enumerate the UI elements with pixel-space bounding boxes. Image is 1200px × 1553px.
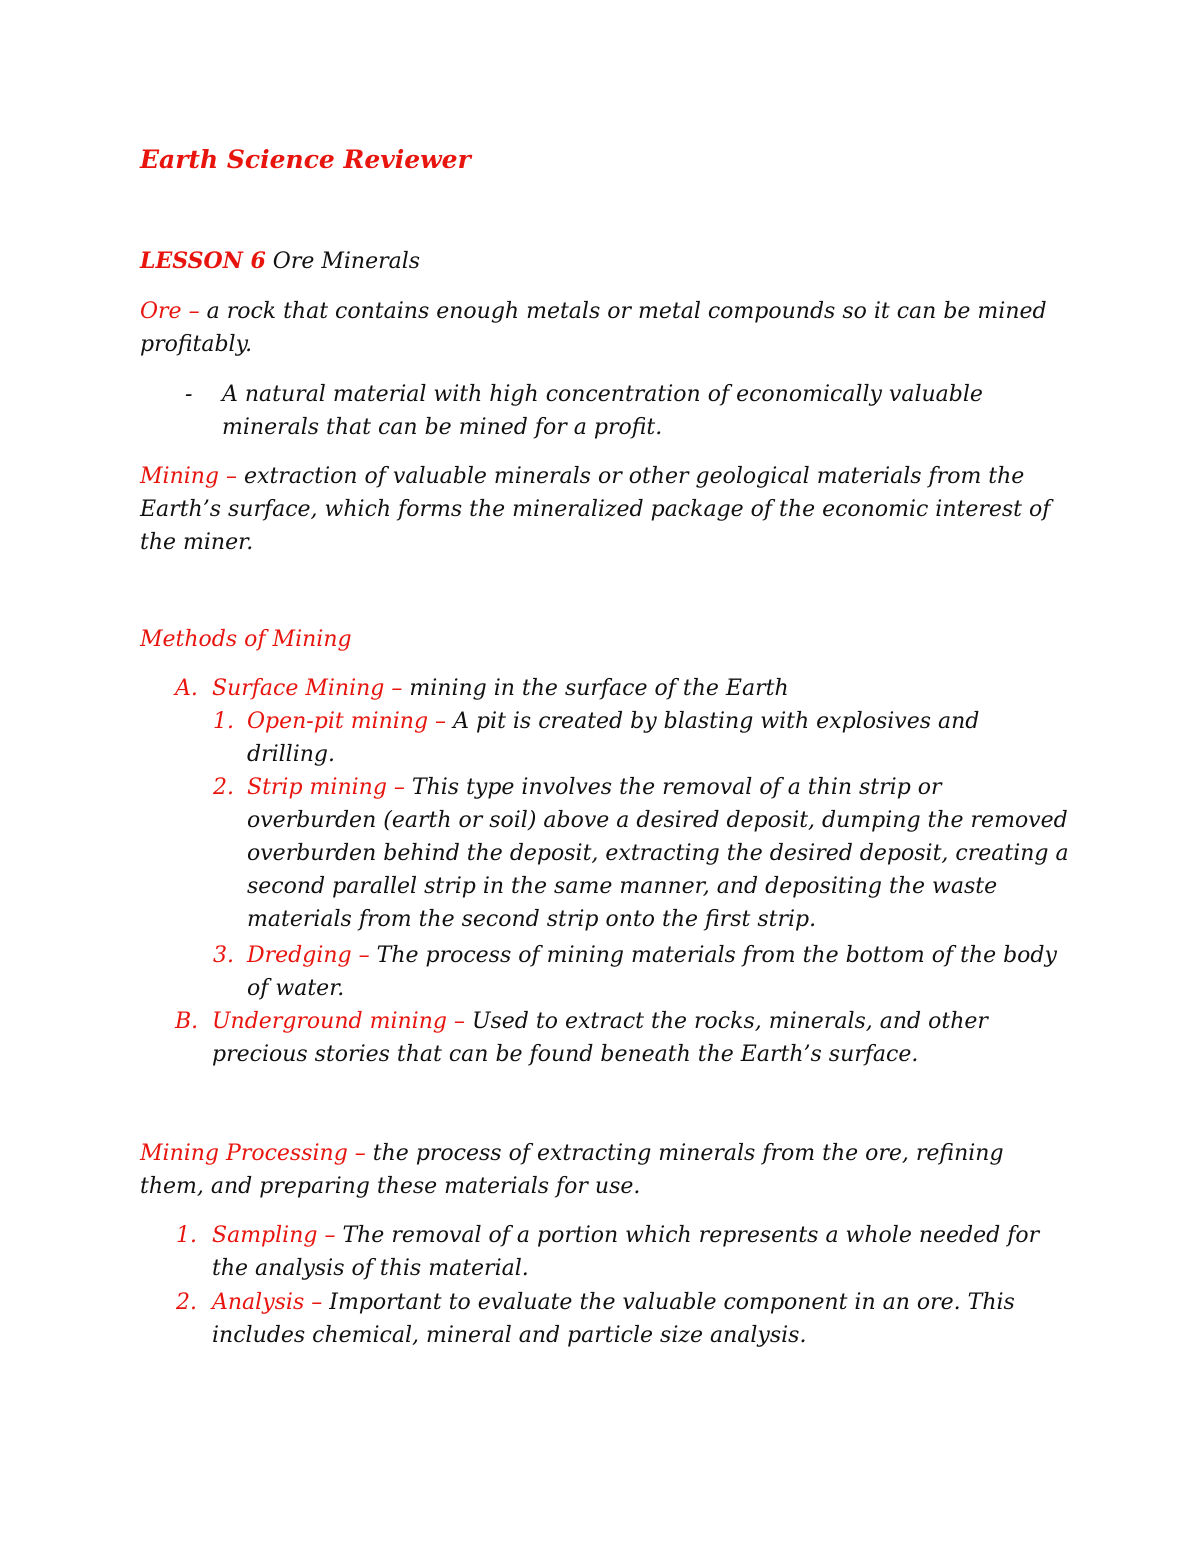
underground-mining-text: Used to extract the rocks, minerals, and other [471,1009,988,1034]
surface-mining-dash: – [384,676,410,701]
open-pit-line-1 [247,705,979,738]
surface-mining-text: mining in the surface of the Earth [409,676,789,701]
ore-text: a rock that contains enough metals or metal compounds so it can be mined [206,299,1047,324]
strip-mining-dash: – [386,775,412,800]
strip-mining-text: This type involves the removal of a thin strip or [411,775,942,800]
mining-definition-line-1 [140,460,1024,493]
surface-mining-line [212,672,789,705]
open-pit-term: Open-pit mining [247,709,429,734]
processing-line-1 [140,1137,1004,1170]
dredging-line-2: of water. [247,976,345,1001]
ore-definition-line-2: profitably. [140,332,253,357]
strip-mining-line-3: overburden behind the deposit, extracting the desired deposit, creating a [247,841,1069,866]
list-marker-1: 1. [213,709,234,734]
processing-line-2: them, and preparing these materials for use. [140,1174,641,1199]
underground-mining-term: Underground mining [212,1009,447,1034]
processing-marker-2: 2. [176,1290,197,1315]
sampling-dash: – [317,1223,343,1248]
lesson-heading [140,245,420,278]
mining-definition-line-3: the miner. [140,530,254,555]
sampling-line-2: the analysis of this material. [212,1256,529,1281]
list-marker-a: A. [175,676,198,701]
list-marker-b: B. [175,1009,199,1034]
lesson-topic: Ore Minerals [272,249,421,274]
underground-mining-dash: – [446,1009,472,1034]
open-pit-dash: – [428,709,454,734]
strip-mining-line-4: second parallel strip in the same manner, and depositing the waste [247,874,998,899]
list-marker-3: 3. [213,943,234,968]
mining-dash: – [219,464,245,489]
bullet-marker: - [185,382,193,407]
document-title: Earth Science Reviewer [140,145,471,174]
strip-mining-line-5: materials from the second strip onto the first strip. [247,907,817,932]
list-marker-2: 2. [213,775,234,800]
dredging-term: Dredging [247,943,352,968]
underground-mining-line-2: precious stories that can be found beneath the Earth’s surface. [212,1042,919,1067]
mining-definition-line-2: Earth’s surface, which forms the mineralized package of the economic interest of [140,497,1051,522]
processing-marker-1: 1. [176,1223,197,1248]
strip-mining-line-2: overburden (earth or soil) above a desired deposit, dumping the removed [247,808,1068,833]
lesson-label: LESSON 6 [140,248,266,274]
sampling-text: The removal of a portion which represents a whole needed for [342,1223,1040,1248]
ore-definition-line-1 [140,295,1047,328]
ore-bullet-line-2: minerals that can be mined for a profit. [222,415,663,440]
analysis-line-2: includes chemical, mineral and particle size analysis. [212,1323,807,1348]
ore-term: Ore [140,299,182,324]
mining-term: Mining [140,464,220,489]
analysis-text: Important to evaluate the valuable component in an ore. This [329,1290,1015,1315]
strip-mining-term: Strip mining [247,775,387,800]
mining-text: extraction of valuable minerals or other geological materials from the [244,464,1025,489]
analysis-term: Analysis [212,1290,305,1315]
underground-mining-line-1 [212,1005,988,1038]
analysis-dash: – [304,1290,330,1315]
surface-mining-term: Surface Mining [212,676,385,701]
ore-dash: – [181,299,207,324]
open-pit-line-2: drilling. [247,742,335,767]
dredging-line-1 [247,939,1057,972]
dredging-text: The process of mining materials from the bottom of the body [376,943,1057,968]
strip-mining-line-1 [247,771,942,804]
analysis-line-1 [212,1286,1015,1319]
dredging-dash: – [351,943,377,968]
open-pit-text: A pit is created by blasting with explosives and [453,709,980,734]
processing-term: Mining Processing [140,1141,348,1166]
sampling-term: Sampling [212,1223,318,1248]
ore-bullet-line-1: A natural material with high concentration of economically valuable [222,382,983,407]
sampling-line-1 [212,1219,1039,1252]
processing-dash: – [347,1141,373,1166]
methods-heading: Methods of Mining [140,627,352,652]
processing-text: the process of extracting minerals from the ore, refining [372,1141,1004,1166]
